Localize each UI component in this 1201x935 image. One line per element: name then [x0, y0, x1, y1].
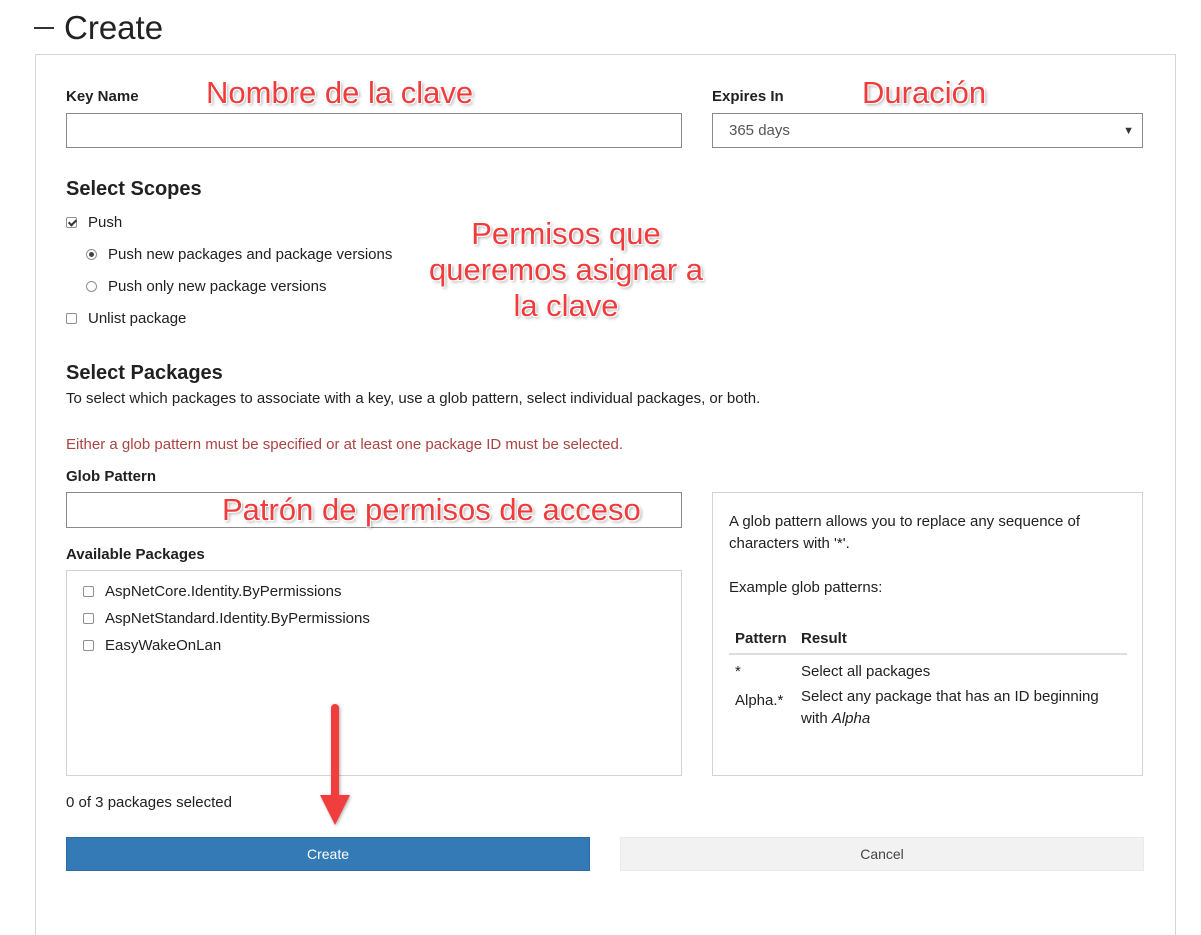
scope-push-label: Push [88, 214, 123, 231]
pattern-cell: Alpha.* [735, 692, 784, 709]
push-only-radio[interactable] [86, 281, 97, 292]
glob-help-text: A glob pattern allows you to replace any sequence of characters with '*'. [729, 513, 1081, 552]
scope-unlist-option[interactable] [66, 310, 186, 327]
scope-push-new-label: Push new packages and package versions [108, 246, 393, 263]
pattern-cell: * [735, 663, 741, 680]
push-checkbox[interactable] [66, 217, 77, 228]
collapse-dash-icon[interactable] [34, 27, 54, 29]
available-packages-label: Available Packages [66, 546, 205, 563]
glob-examples-label: Example glob patterns: [729, 579, 883, 596]
result-cell: Select all packages [801, 663, 931, 680]
package-item[interactable] [83, 583, 341, 600]
scope-push-new-option[interactable] [86, 246, 392, 263]
package-label: EasyWakeOnLan [105, 637, 222, 654]
create-button[interactable]: Create [66, 837, 590, 871]
glob-examples-table [729, 630, 1127, 734]
expires-in-select[interactable] [712, 113, 1143, 148]
cancel-button[interactable]: Cancel [620, 837, 1144, 871]
selected-count: 0 of 3 packages selected [66, 794, 232, 811]
table-row [729, 684, 1127, 734]
package-checkbox[interactable] [83, 586, 94, 597]
package-checkbox[interactable] [83, 640, 94, 651]
result-column-header: Result [795, 630, 1127, 654]
table-row [729, 654, 1127, 684]
annotation-duration: Duración [862, 75, 987, 110]
select-packages-title: Select Packages [66, 362, 223, 384]
package-item[interactable] [83, 637, 221, 654]
page-title: Create [64, 9, 164, 46]
annotation-key-name: Nombre de la clave [206, 75, 474, 110]
chevron-down-icon: ▼ [1123, 125, 1134, 137]
glob-help-box [712, 492, 1143, 776]
annotation-scopes: Permisos que queremos asignar a la clave [429, 216, 703, 323]
annotation-glob: Patrón de permisos de acceso [222, 492, 641, 527]
glob-pattern-label: Glob Pattern [66, 468, 157, 485]
scope-push-option[interactable] [66, 214, 122, 231]
expires-in-label: Expires In [712, 88, 784, 105]
key-name-input[interactable] [66, 113, 682, 148]
unlist-checkbox[interactable] [66, 313, 77, 324]
pattern-column-header: Pattern [729, 630, 795, 654]
package-label: AspNetStandard.Identity.ByPermissions [105, 610, 370, 627]
select-scopes-title: Select Scopes [66, 178, 202, 200]
glob-examples-table-wrap [729, 630, 1127, 734]
scope-push-only-option[interactable] [86, 278, 326, 295]
arrow-down-icon [310, 700, 360, 830]
package-item[interactable] [83, 610, 370, 627]
key-name-label: Key Name [66, 88, 139, 105]
validation-error: Either a glob pattern must be specified or at least one package ID must be selected. [66, 436, 623, 453]
package-checkbox[interactable] [83, 613, 94, 624]
result-cell: Select any package that has an ID beginning with Alpha [801, 688, 1099, 727]
package-label: AspNetCore.Identity.ByPermissions [105, 583, 342, 600]
page-header [34, 6, 163, 50]
scope-push-only-label: Push only new package versions [108, 278, 327, 295]
push-new-radio[interactable] [86, 249, 97, 260]
available-packages-list[interactable] [66, 570, 682, 776]
scope-unlist-label: Unlist package [88, 310, 187, 327]
expires-in-value: 365 days [729, 122, 790, 139]
select-packages-description: To select which packages to associate with a key, use a glob pattern, select individual packages, or both. [66, 390, 761, 407]
